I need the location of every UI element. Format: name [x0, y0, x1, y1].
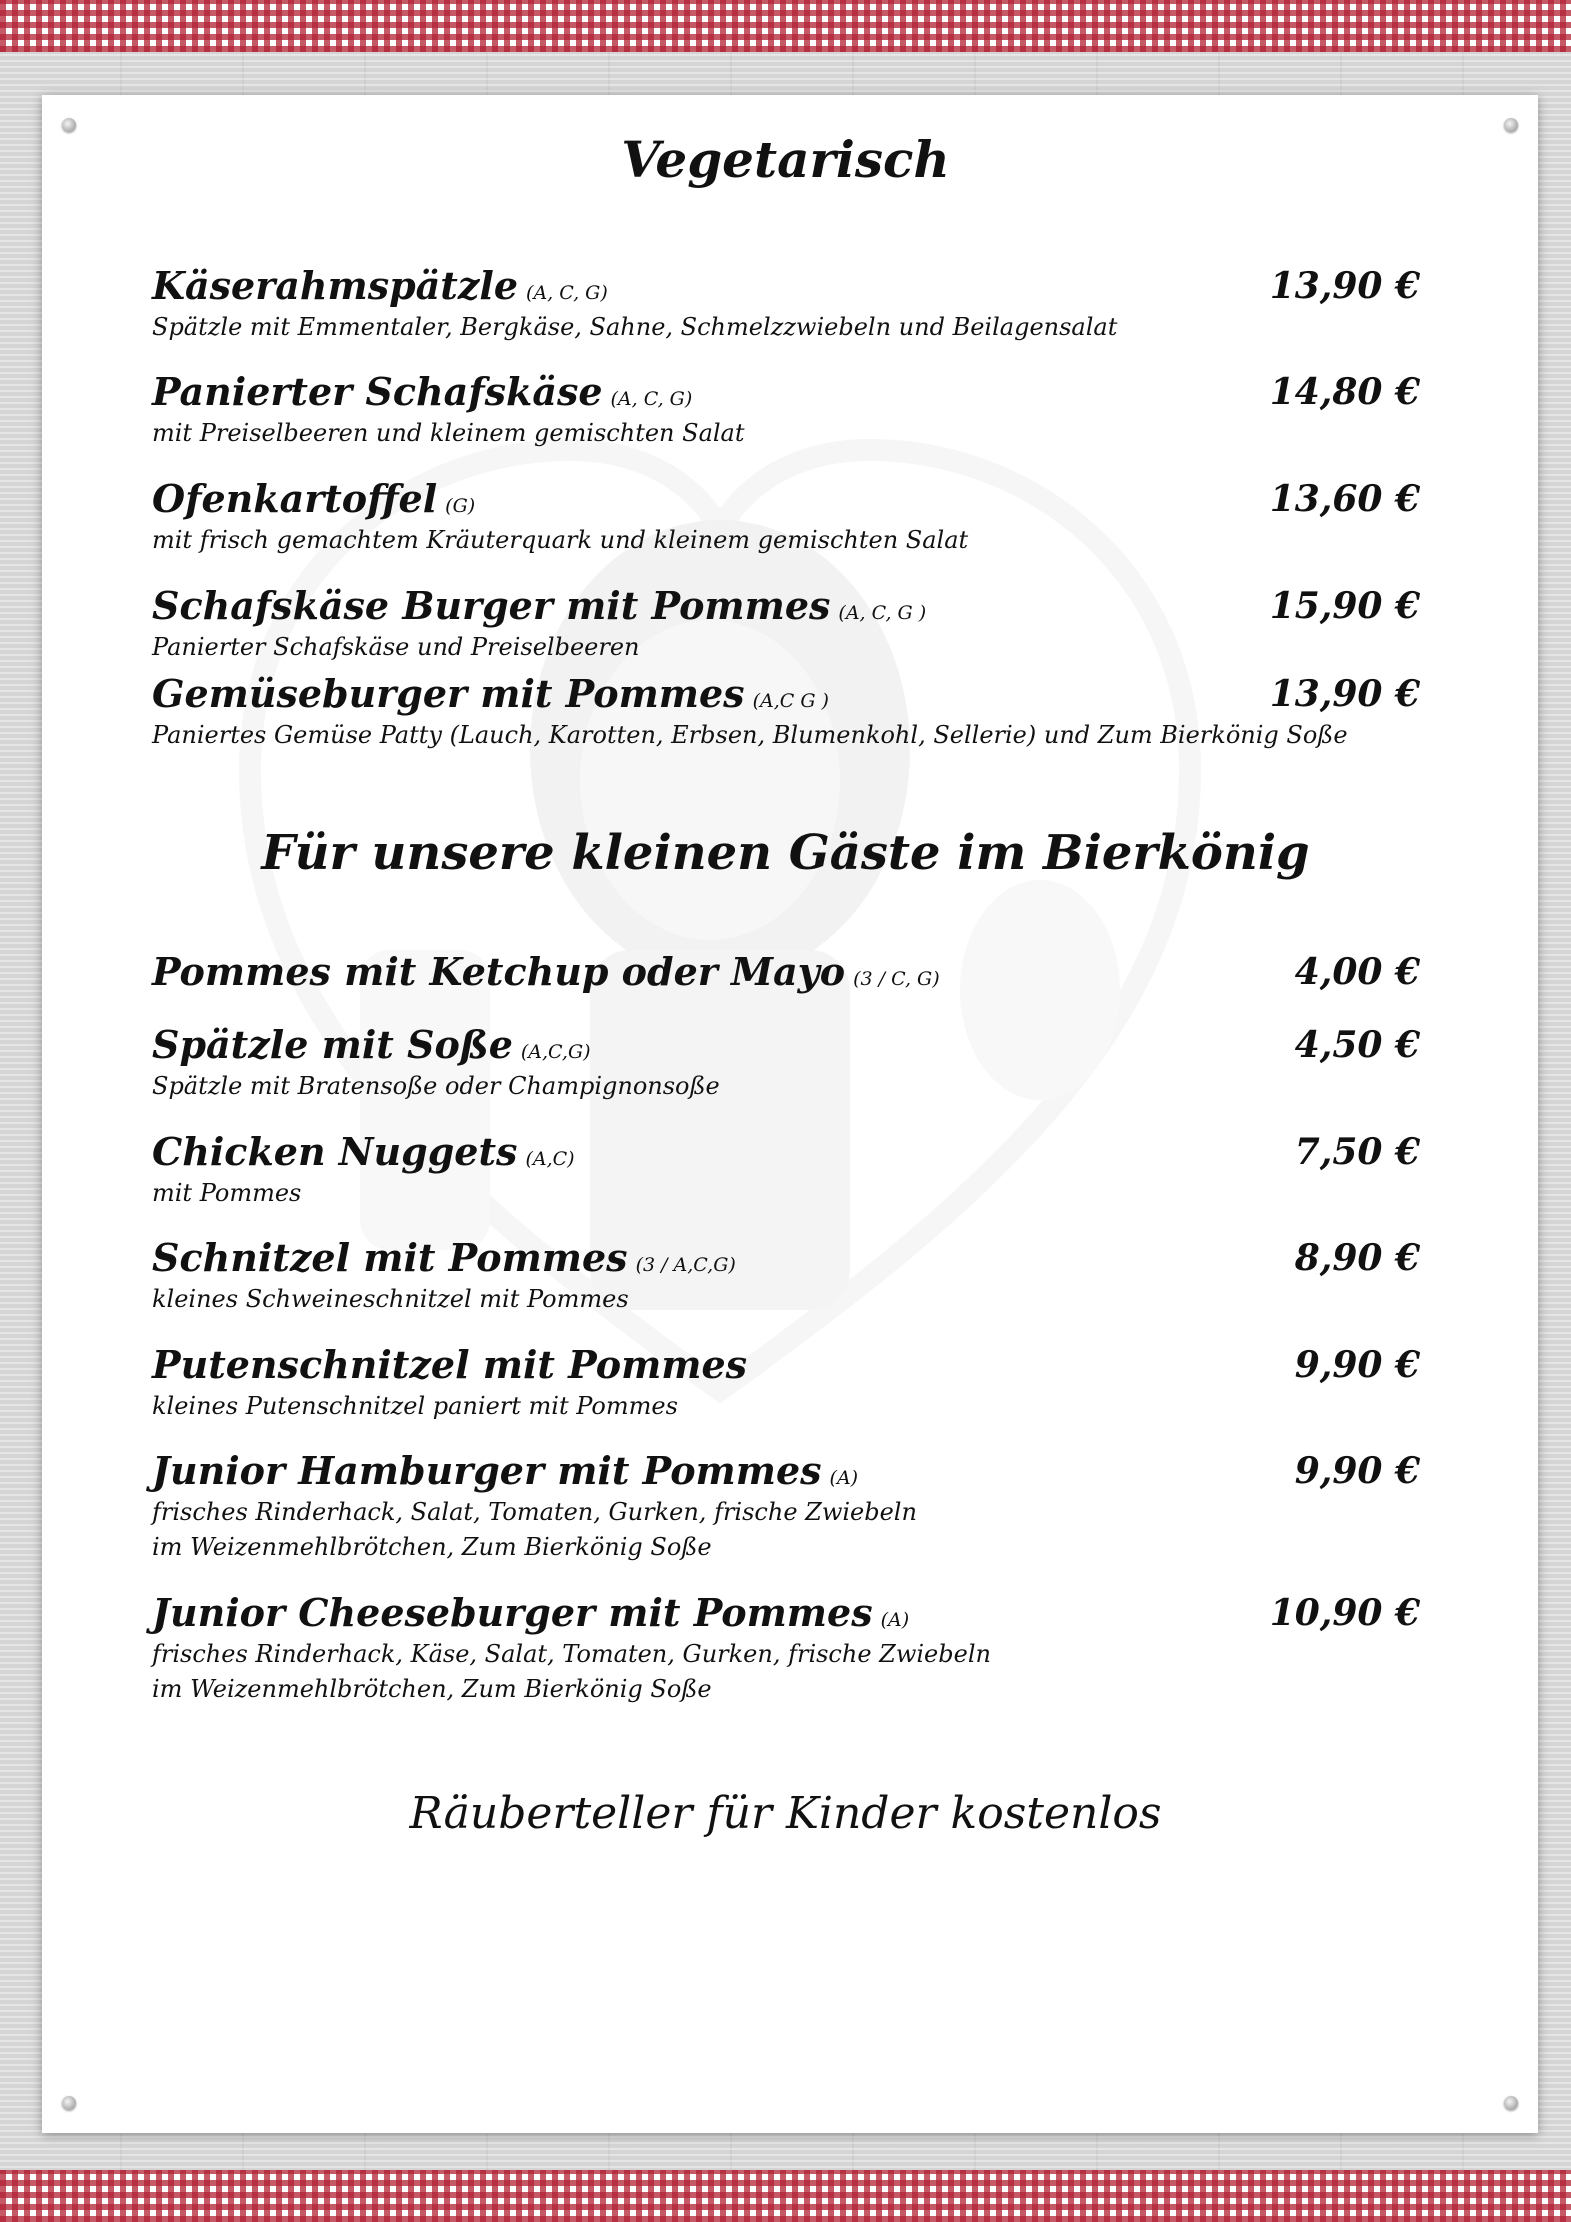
item-price: 14,80 €	[1269, 371, 1420, 413]
item-allergens: (A)	[829, 1467, 859, 1489]
item-description: Panierter Schafskäse und Preiselbeeren	[152, 633, 640, 661]
item-allergens: (3 / A,C,G)	[635, 1254, 736, 1276]
item-price: 9,90 €	[1294, 1450, 1420, 1492]
item-allergens: (A, C, G)	[610, 388, 693, 410]
section-title-kids: Für unsere kleinen Gäste im Bierkönig	[261, 825, 1310, 881]
section-title-vegetarian: Vegetarisch	[621, 130, 950, 189]
item-name: Käserahmspätzle	[152, 263, 519, 308]
item-allergens: (A)	[880, 1609, 910, 1631]
menu-item	[152, 1234, 1420, 1317]
item-price: 13,90 €	[1269, 673, 1420, 715]
menu-item	[152, 1021, 1420, 1104]
item-description: frisches Rinderhack, Käse, Salat, Tomaten, Gurken, frische Zwiebeln	[152, 1640, 991, 1668]
item-description: frisches Rinderhack, Salat, Tomaten, Gurken, frische Zwiebeln	[152, 1498, 917, 1526]
item-price: 4,50 €	[1294, 1024, 1420, 1066]
menu-item	[152, 1128, 1420, 1211]
item-allergens: (A,C G )	[752, 690, 829, 712]
item-name: Schafskäse Burger mit Pommes	[152, 583, 831, 628]
item-price: 13,60 €	[1269, 478, 1420, 520]
item-name: Junior Cheeseburger mit Pommes	[152, 1590, 873, 1635]
item-description: Spätzle mit Bratensoße oder Champignonsoße	[152, 1072, 720, 1100]
item-description: Spätzle mit Emmentaler, Bergkäse, Sahne, Schmelzzwiebeln und Beilagensalat	[152, 313, 1118, 341]
pin-icon	[62, 2096, 76, 2110]
footer-note: Räuberteller für Kinder kostenlos	[409, 1788, 1162, 1839]
item-allergens: (G)	[445, 495, 476, 517]
item-price: 9,90 €	[1294, 1344, 1420, 1386]
item-allergens: (A,C)	[525, 1148, 575, 1170]
item-description: im Weizenmehlbrötchen, Zum Bierkönig Soße	[152, 1533, 712, 1561]
item-price: 10,90 €	[1269, 1592, 1420, 1634]
item-description: im Weizenmehlbrötchen, Zum Bierkönig Soße	[152, 1675, 712, 1703]
menu-item	[152, 582, 1420, 665]
menu-item	[152, 262, 1420, 345]
item-name: Spätzle mit Soße	[152, 1022, 513, 1067]
item-price: 15,90 €	[1269, 585, 1420, 627]
gingham-border-bottom	[0, 2170, 1571, 2222]
gingham-border-top	[0, 0, 1571, 52]
menu-item	[152, 1447, 1420, 1565]
item-name: Ofenkartoffel	[152, 476, 438, 521]
pin-icon	[1504, 2096, 1518, 2110]
menu-item	[152, 368, 1420, 451]
item-name: Junior Hamburger mit Pommes	[152, 1448, 822, 1493]
item-name: Schnitzel mit Pommes	[152, 1235, 628, 1280]
menu-item	[152, 670, 1420, 753]
item-price: 7,50 €	[1294, 1131, 1420, 1173]
item-price: 13,90 €	[1269, 265, 1420, 307]
menu-item	[152, 1341, 1420, 1424]
item-name: Pommes mit Ketchup oder Mayo	[152, 949, 846, 994]
item-description: mit Preiselbeeren und kleinem gemischten Salat	[152, 419, 745, 447]
item-name: Gemüseburger mit Pommes	[152, 671, 745, 716]
menu-item	[152, 475, 1420, 558]
item-allergens: (A, C, G )	[838, 602, 927, 624]
item-description: mit Pommes	[152, 1179, 302, 1207]
item-name: Putenschnitzel mit Pommes	[152, 1342, 748, 1387]
item-price: 8,90 €	[1294, 1237, 1420, 1279]
item-description: kleines Putenschnitzel paniert mit Pommes	[152, 1392, 678, 1420]
item-description: Paniertes Gemüse Patty (Lauch, Karotten, Erbsen, Blumenkohl, Sellerie) und Zum Bierkönig Soße	[152, 721, 1348, 749]
item-name: Chicken Nuggets	[152, 1129, 518, 1174]
menu-item	[152, 1589, 1420, 1707]
menu-item	[152, 948, 1420, 996]
item-allergens: (A,C,G)	[520, 1041, 591, 1063]
item-price: 4,00 €	[1294, 951, 1420, 993]
item-allergens: (A, C, G)	[526, 282, 608, 304]
item-allergens: (3 / C, G)	[853, 968, 940, 990]
item-name: Panierter Schafskäse	[152, 369, 603, 414]
item-description: kleines Schweineschnitzel mit Pommes	[152, 1285, 629, 1313]
item-description: mit frisch gemachtem Kräuterquark und kleinem gemischten Salat	[152, 526, 969, 554]
